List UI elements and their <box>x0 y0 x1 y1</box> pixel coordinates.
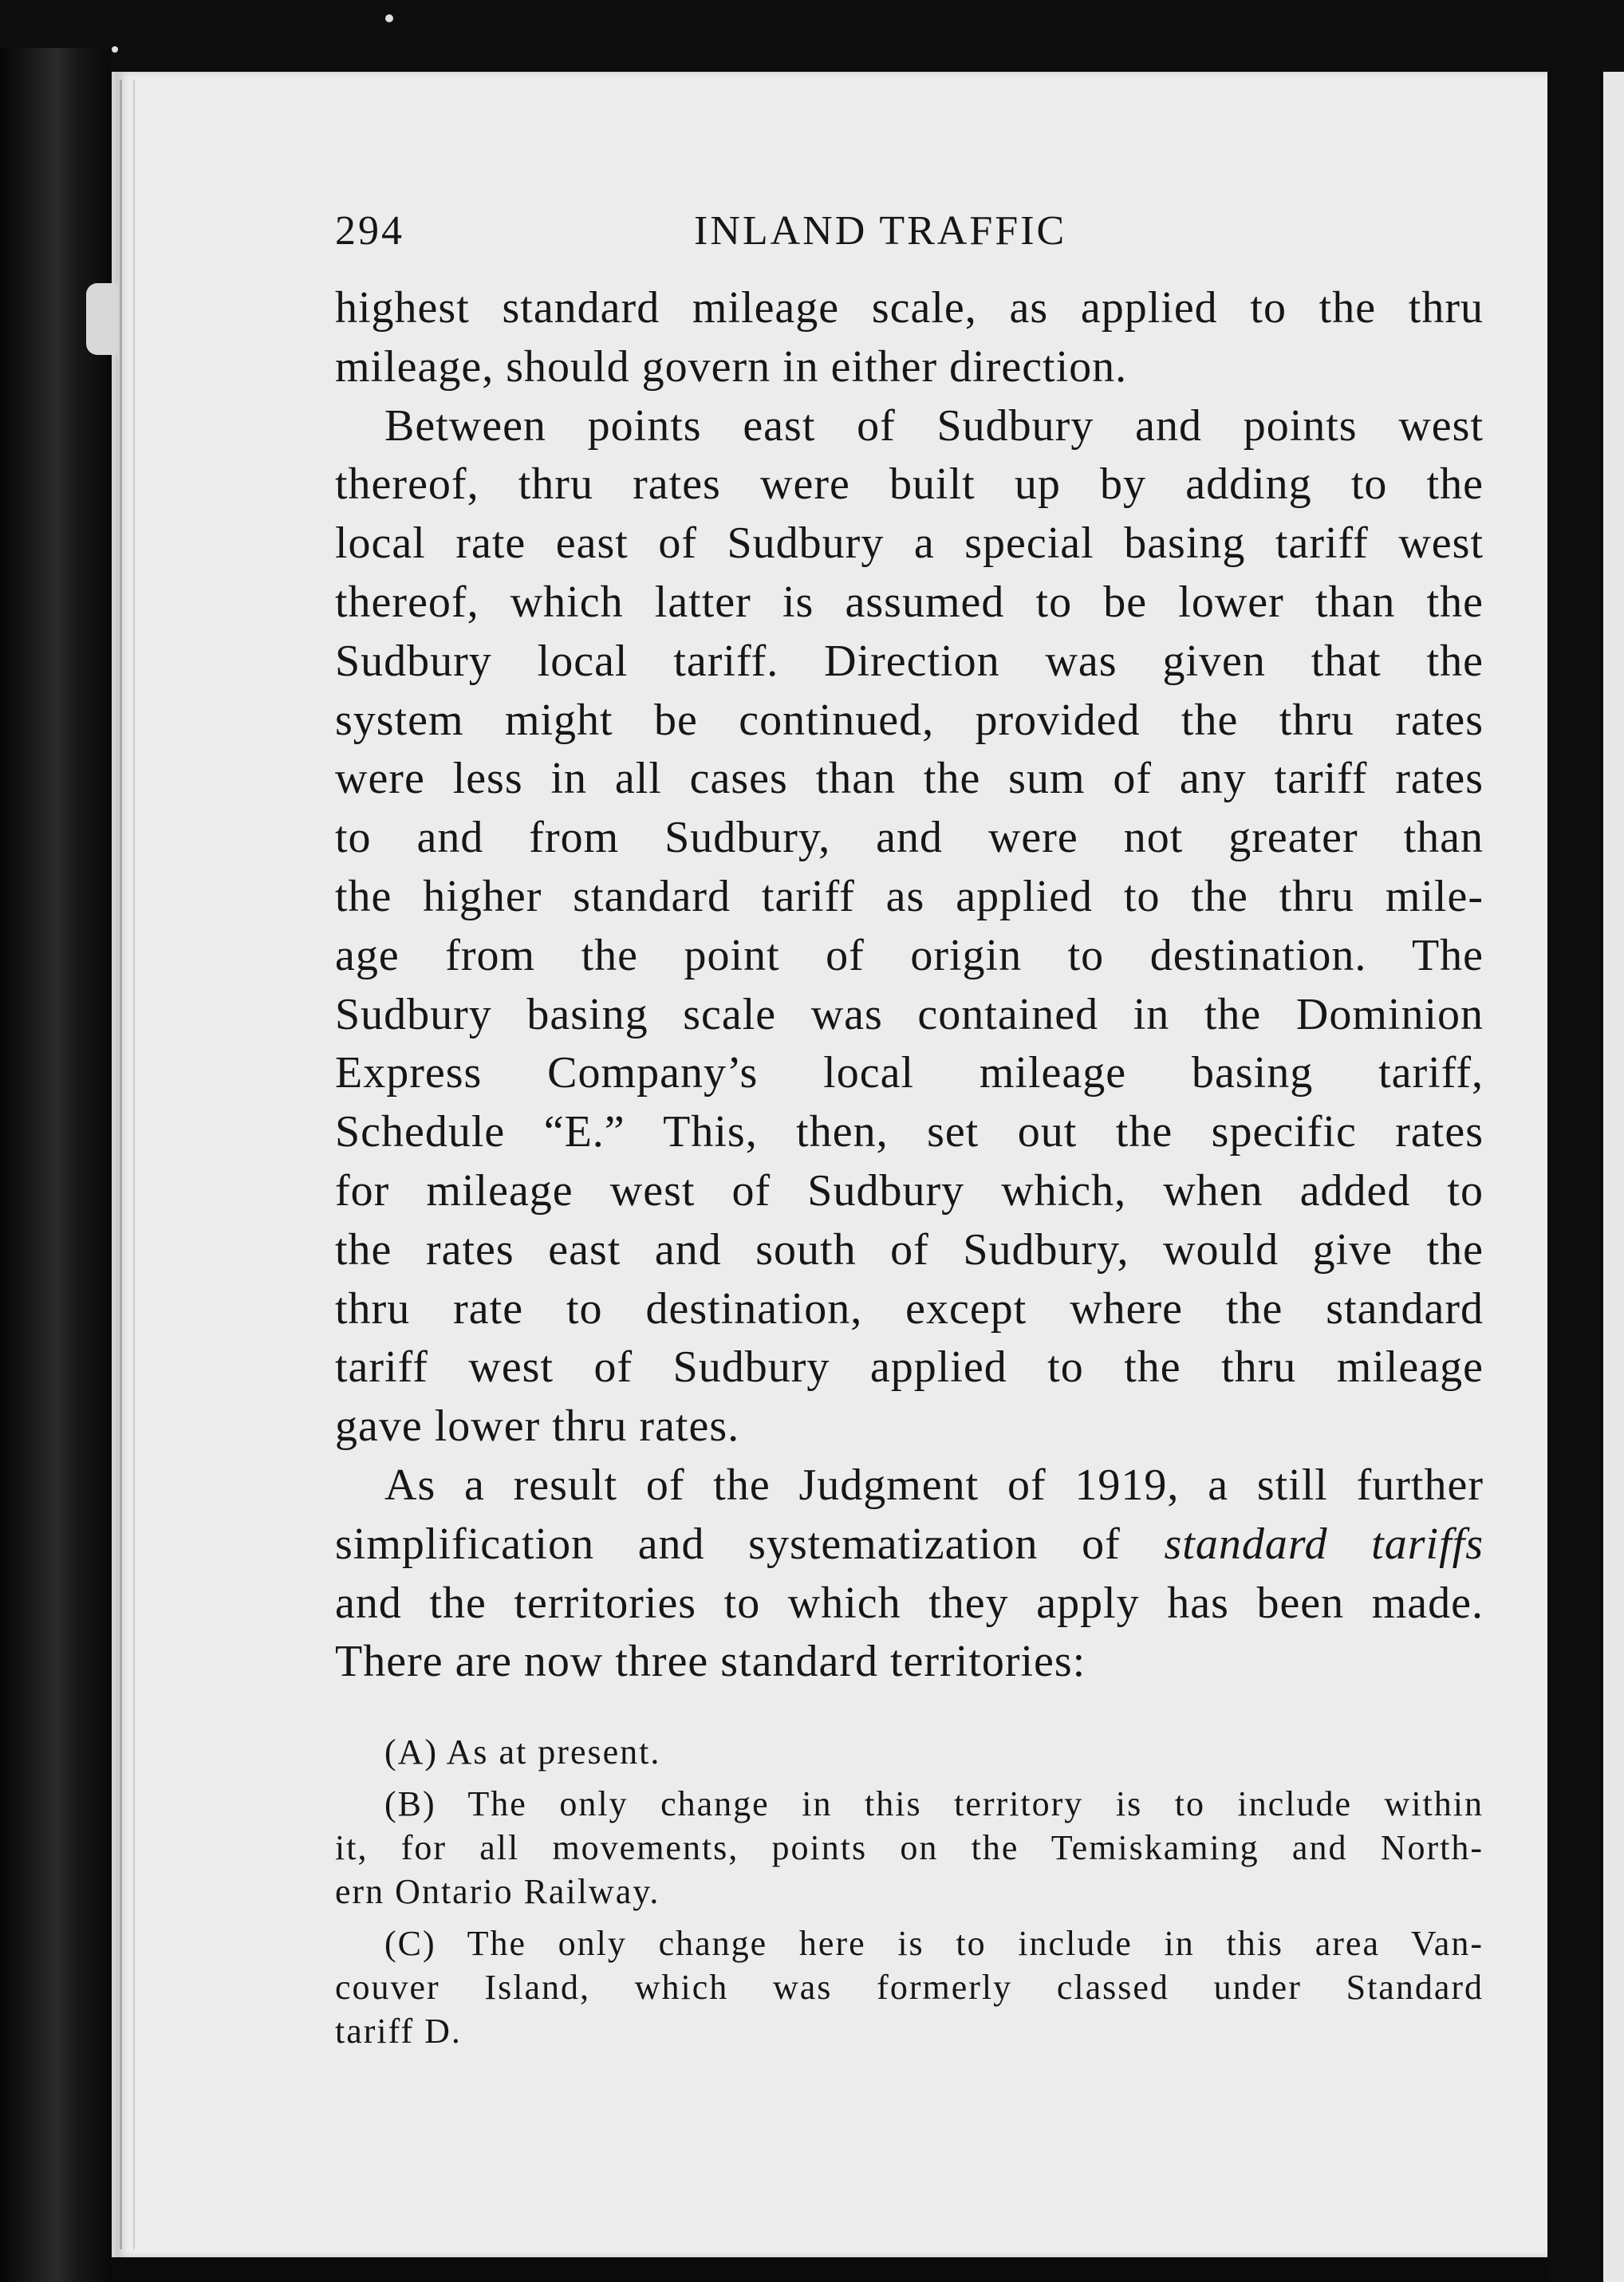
text-line: thereof, which latter is assumed to be lower than the <box>335 577 1484 627</box>
right-page-shadow <box>1547 72 1603 2282</box>
text-line: gave lower thru rates. <box>335 1401 740 1452</box>
list-line: (B) The only change in this territory is to include within <box>384 1784 1484 1824</box>
list-line: it, for all movements, points on the Temiskaming and North- <box>335 1828 1484 1868</box>
text-line: Express Company’s local mileage basing tariff, <box>335 1048 1484 1098</box>
paragraph-continuation <box>335 279 1484 397</box>
list-line: tariff D. <box>335 2012 462 2051</box>
text-line: mileage, should govern in either direction. <box>335 341 1128 392</box>
book-spine-edge <box>0 48 112 2282</box>
text-line: to and from Sudbury, and were not greater than <box>335 813 1484 863</box>
page-tab <box>86 283 118 355</box>
page-text <box>335 183 1484 2053</box>
text-line: As a result of the Judgment of 1919, a still further <box>384 1460 1484 1510</box>
text-line: highest standard mileage scale, as applied to the thru <box>335 283 1484 333</box>
text-line: There are now three standard territories: <box>335 1637 1086 1687</box>
text-line: Sudbury local tariff. Direction was given that the <box>335 636 1484 686</box>
text-line: tariff west of Sudbury applied to the thru mileage <box>335 1342 1484 1393</box>
paragraph-judgment-1919 <box>335 1456 1484 1692</box>
list-line: ern Ontario Railway. <box>335 1872 660 1912</box>
list-line: couver Island, which was formerly classed under Standard <box>335 1968 1484 2008</box>
page-number: 294 <box>335 208 404 254</box>
text-line: for mileage west of Sudbury which, when added to <box>335 1165 1484 1216</box>
text-line: thru rate to destination, except where the standard <box>335 1283 1484 1334</box>
text-line: system might be continued, provided the thru rates <box>335 695 1484 745</box>
italic-term: standard tariffs <box>1164 1519 1484 1569</box>
dust-speck <box>112 46 118 53</box>
text-line: and the territories to which they apply has been made. <box>335 1578 1484 1628</box>
text-line: local rate east of Sudbury a special basing tariff west <box>335 518 1484 569</box>
dust-speck <box>385 14 393 22</box>
territory-item-a <box>335 1730 1484 1774</box>
next-page-sliver <box>1603 72 1624 2282</box>
text-line: the rates east and south of Sudbury, would give the <box>335 1224 1484 1275</box>
text-span: simplification and systematization of <box>335 1519 1165 1569</box>
text-line: thereof, thru rates were built up by adding to the <box>335 459 1484 510</box>
text-line: age from the point of origin to destination. The <box>335 930 1484 980</box>
territory-item-c <box>335 1921 1484 2053</box>
text-line: were less in all cases than the sum of any tariff rates <box>335 754 1484 804</box>
territory-list <box>335 1730 1484 2053</box>
text-line: the higher standard tariff as applied to the thru mile- <box>335 871 1484 921</box>
text-line: Between points east of Sudbury and points west <box>384 400 1484 451</box>
text-line: Schedule “E.” This, then, set out the specific rates <box>335 1107 1484 1157</box>
paragraph-sudbury <box>335 397 1484 1456</box>
text-line <box>335 1515 1484 1575</box>
scanner-top-margin <box>0 0 1624 76</box>
page-gutter-lines <box>120 80 135 2249</box>
list-line: (A) As at present. <box>384 1732 661 1772</box>
text-line: Sudbury basing scale was contained in the Dominion <box>335 989 1484 1039</box>
territory-item-b <box>335 1782 1484 1913</box>
list-line: (C) The only change here is to include in this area Van- <box>384 1924 1484 1964</box>
running-title: INLAND TRAFFIC <box>694 208 1067 254</box>
running-head <box>335 183 1484 279</box>
